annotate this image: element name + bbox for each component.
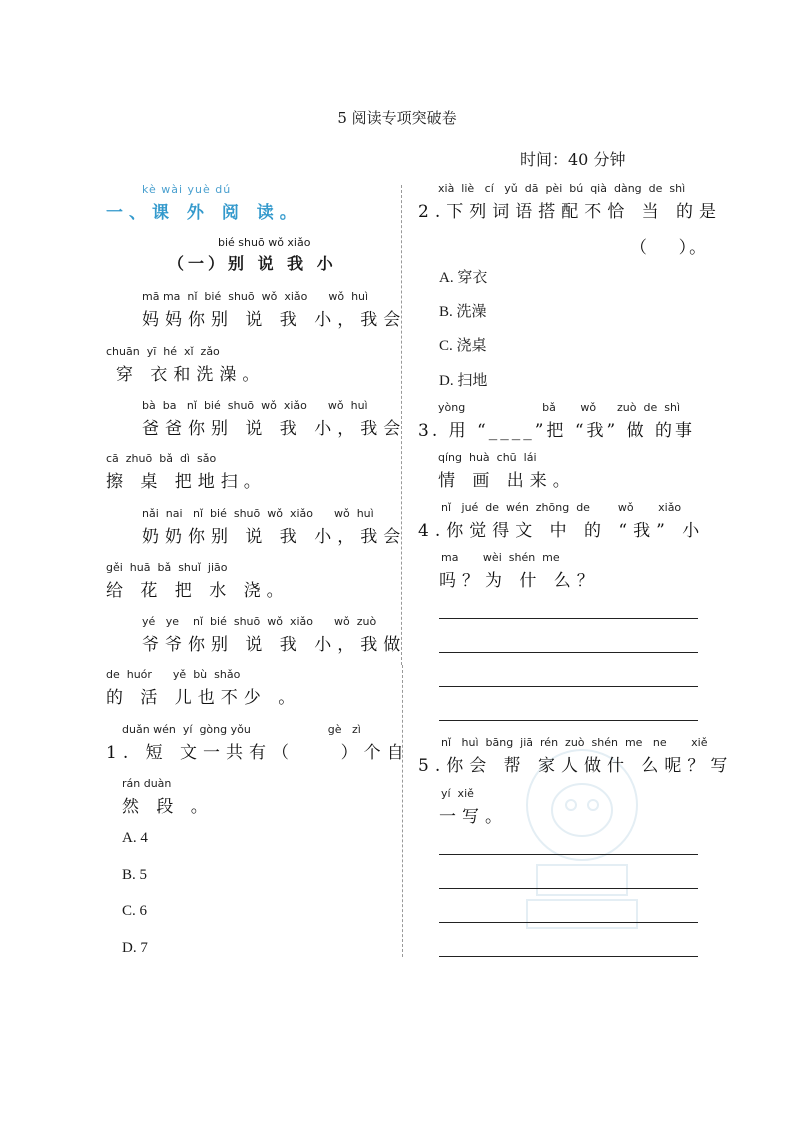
q4-pinyin: nǐ jué de wén zhōng de wǒ xiǎo xyxy=(441,501,682,514)
passage-line-3: 爸爸你别 说 我 小，我会 xyxy=(142,419,407,439)
answer-line[interactable] xyxy=(439,652,698,653)
q3-text-2: 情 画 出来。 xyxy=(438,471,576,491)
answer-line[interactable] xyxy=(439,618,698,619)
passage-title-pinyin: bié shuō wǒ xiǎo xyxy=(218,236,311,249)
q2-pinyin: xià liè cí yǔ dā pèi bú qià dàng de shì xyxy=(438,182,686,195)
q5-pinyin: nǐ huì bāng jiā rén zuò shén me ne xiě xyxy=(441,736,708,749)
passage-line-6: 给 花 把 水 浇。 xyxy=(106,581,290,601)
section-pinyin: kè wài yuè dú xyxy=(142,183,232,196)
q2-option-b: B. 洗澡 xyxy=(439,304,487,320)
passage-line-7: 爷爷你别 说 我 小，我做 xyxy=(142,635,407,655)
answer-line[interactable] xyxy=(439,720,698,721)
page-title: 5 阅读专项突破卷 xyxy=(337,109,457,127)
passage-line-8: 的 活 儿也不少 。 xyxy=(106,688,302,708)
column-divider-lower xyxy=(402,665,403,957)
time-limit: 时间：40 分钟 xyxy=(520,150,626,169)
passage-line-1-pinyin: mā ma nǐ bié shuō wǒ xiǎo wǒ huì xyxy=(142,290,369,303)
q3-pinyin-2: qíng huà chū lái xyxy=(438,451,537,464)
q1-text-2: 然 段 。 xyxy=(122,797,214,817)
answer-line[interactable] xyxy=(439,922,698,923)
passage-line-3-pinyin: bà ba nǐ bié shuō wǒ xiǎo wǒ huì xyxy=(142,399,368,412)
q2-option-c: C. 浇桌 xyxy=(439,338,487,354)
passage-line-1: 妈妈你别 说 我 小，我会 xyxy=(142,310,407,330)
passage-line-2-pinyin: chuān yī hé xǐ zǎo xyxy=(106,345,220,358)
q1-pinyin: duǎn wén yí gòng yǒu gè zì xyxy=(122,723,361,736)
passage-line-8-pinyin: de huór yě bù shǎo xyxy=(106,668,241,681)
q5-pinyin-2: yí xiě xyxy=(441,787,474,800)
q3-text: 3. 用 “____”把 “我” 做 的事 xyxy=(418,421,696,441)
q1-option-b: B. 5 xyxy=(122,867,148,883)
passage-line-4: 擦 桌 把地扫。 xyxy=(106,472,267,492)
q4-text: 4.你觉得文 中 的 “我” 小 xyxy=(418,521,706,541)
q1-pinyin-2: rán duàn xyxy=(122,777,172,790)
q5-text: 5.你会 帮 家人做什 么呢？写 xyxy=(418,756,734,776)
passage-line-5-pinyin: nǎi nai nǐ bié shuō wǒ xiǎo wǒ huì xyxy=(142,507,374,520)
column-divider xyxy=(401,185,402,665)
answer-line[interactable] xyxy=(439,956,698,957)
q3-pinyin: yòng bǎ wǒ zuò de shì xyxy=(438,401,680,414)
passage-line-2: 穿 衣和洗澡。 xyxy=(116,365,266,385)
q1-option-a: A. 4 xyxy=(122,830,148,846)
q4-text-2: 吗？为 什 么？ xyxy=(439,571,600,591)
passage-line-5: 奶奶你别 说 我 小，我会 xyxy=(142,527,407,547)
passage-line-6-pinyin: gěi huā bǎ shuǐ jiāo xyxy=(106,561,228,574)
passage-line-4-pinyin: cā zhuō bǎ dì sǎo xyxy=(106,452,217,465)
q1-option-c: C. 6 xyxy=(122,903,148,919)
q2-text: 2.下列词语搭配不恰 当 的是 xyxy=(418,202,723,222)
answer-line[interactable] xyxy=(439,854,698,855)
q1-option-d: D. 7 xyxy=(122,940,148,956)
q5-text-2: 一写。 xyxy=(439,807,508,827)
passage-line-7-pinyin: yé ye nǐ bié shuō wǒ xiǎo wǒ zuò xyxy=(142,615,377,628)
section-title: 一、课 外 阅 读。 xyxy=(106,203,303,223)
passage-title: （一）别 说 我 小 xyxy=(168,254,337,273)
q1-text: 1. 短 文一共有（ ）个自 xyxy=(106,743,410,763)
q4-pinyin-2: ma wèi shén me xyxy=(441,551,560,564)
q2-option-a: A. 穿衣 xyxy=(439,270,488,286)
answer-line[interactable] xyxy=(439,686,698,687)
answer-line[interactable] xyxy=(439,888,698,889)
q2-option-d: D. 扫地 xyxy=(439,373,488,389)
q2-answer-blank: （ ）。 xyxy=(630,238,709,258)
